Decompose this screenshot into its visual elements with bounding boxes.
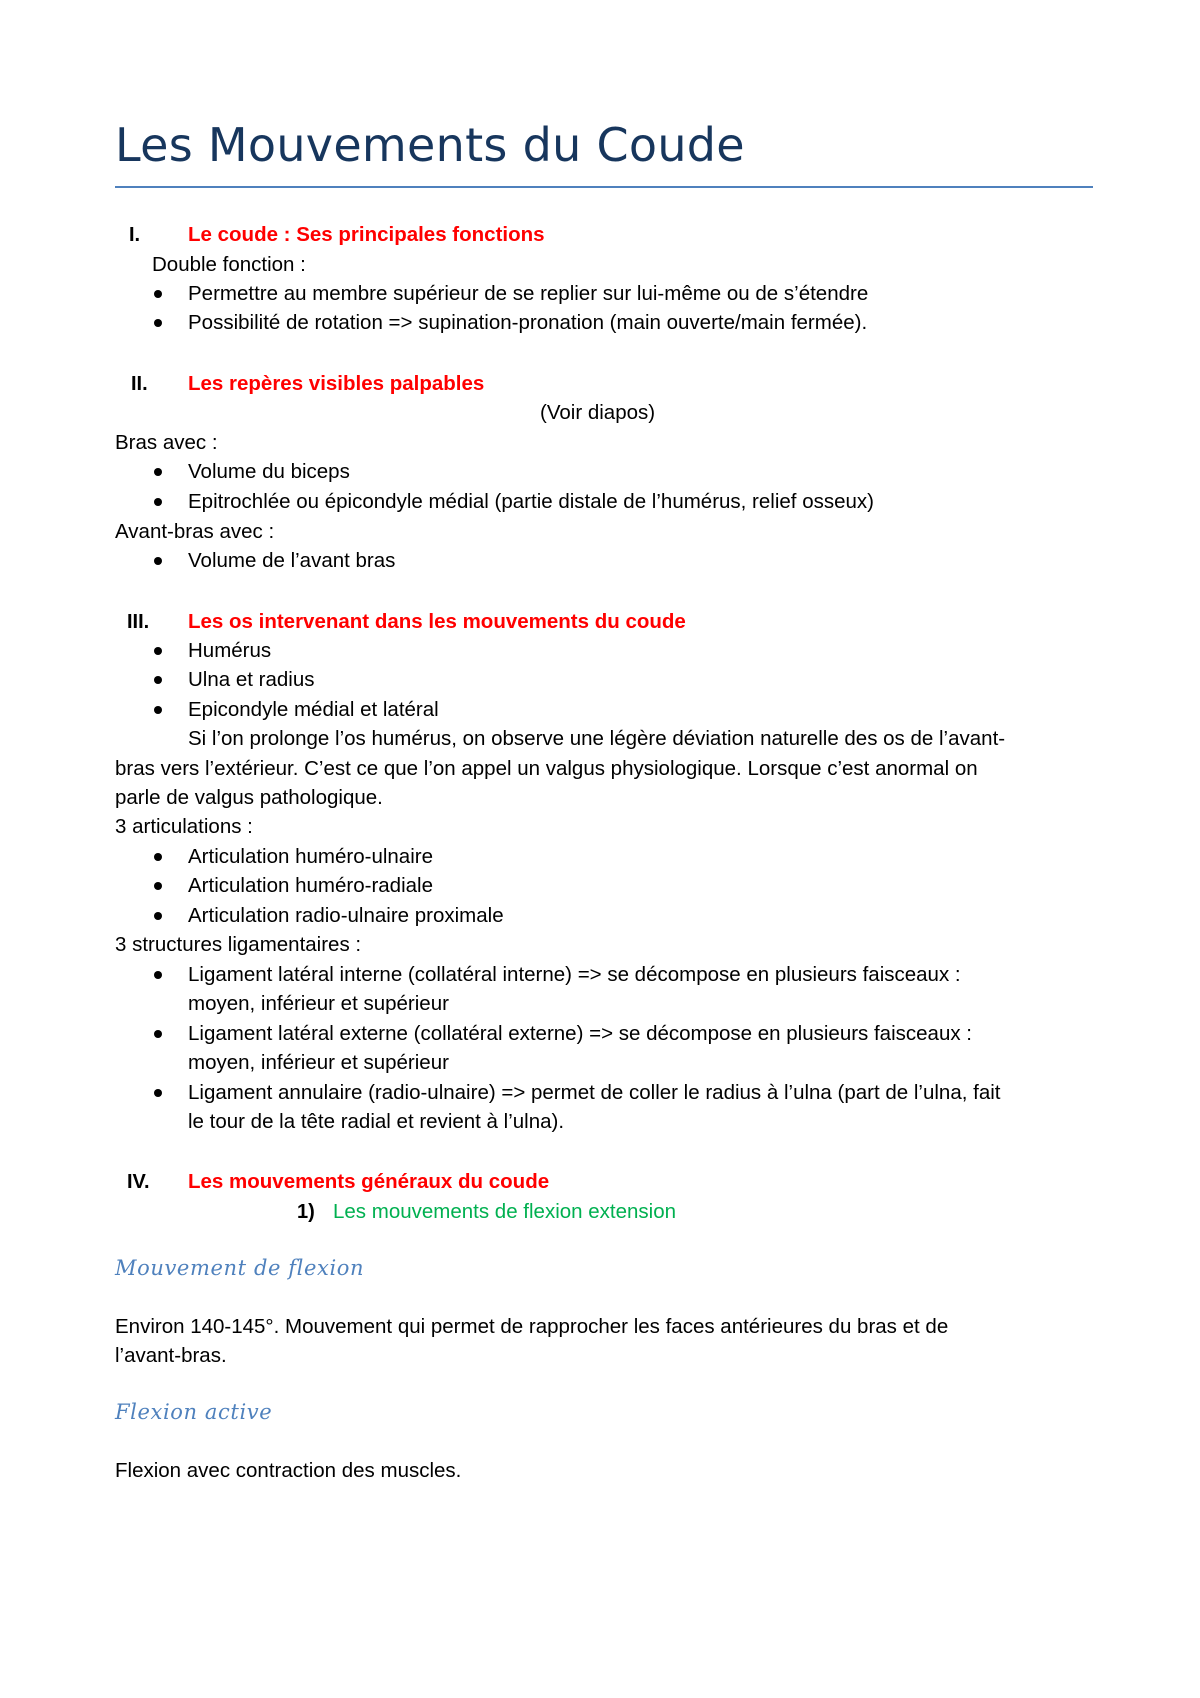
section-heading: Les repères visibles palpables: [188, 372, 485, 395]
intro-text: Double fonction :: [152, 253, 306, 276]
bullet-icon: [154, 1030, 162, 1038]
list-item: Permettre au membre supérieur de se replier sur lui-même ou de s’étendre: [188, 282, 869, 305]
paragraph-line: l’avant-bras.: [115, 1344, 227, 1367]
list-item-continuation: le tour de la tête radial et revient à l’ulna).: [188, 1110, 565, 1133]
bullet-icon: [154, 290, 162, 298]
bullet-icon: [154, 1089, 162, 1097]
section-number: I.: [129, 224, 141, 246]
bullet-icon: [154, 912, 162, 920]
list-item: Ligament annulaire (radio-ulnaire) => permet de coller le radius à l’ulna (part de l’ulna, fait: [188, 1081, 1001, 1104]
list-item: Ulna et radius: [188, 668, 315, 691]
list-item: Humérus: [188, 639, 272, 662]
section-number: III.: [127, 611, 150, 633]
bullet-icon: [154, 971, 162, 979]
label-text: 3 structures ligamentaires :: [115, 933, 362, 956]
subsection-heading: Les mouvements de flexion extension: [333, 1200, 677, 1223]
subsection-number: 1): [297, 1201, 315, 1223]
bullet-icon: [154, 468, 162, 476]
list-item: Epitrochlée ou épicondyle médial (partie distale de l’humérus, relief osseux): [188, 490, 874, 513]
bullet-icon: [154, 647, 162, 655]
section-heading: Les os intervenant dans les mouvements du coude: [188, 610, 686, 633]
bullet-icon: [154, 676, 162, 684]
list-item: Ligament latéral interne (collatéral interne) => se décompose en plusieurs faisceaux :: [188, 963, 961, 986]
paragraph-line: Flexion avec contraction des muscles.: [115, 1459, 462, 1482]
bullet-icon: [154, 319, 162, 327]
bullet-icon: [154, 706, 162, 714]
bullet-icon: [154, 853, 162, 861]
page-title: Les Mouvements du Coude: [115, 118, 745, 172]
list-item: Volume de l’avant bras: [188, 549, 396, 572]
list-item: Articulation huméro-ulnaire: [188, 845, 433, 868]
list-item: Ligament latéral externe (collatéral externe) => se décompose en plusieurs faisceaux :: [188, 1022, 972, 1045]
note-text: (Voir diapos): [540, 401, 656, 424]
paragraph-line: parle de valgus pathologique.: [115, 786, 383, 809]
title-underline: [115, 186, 1093, 188]
section-number: IV.: [127, 1171, 150, 1193]
list-item: Articulation radio-ulnaire proximale: [188, 904, 504, 927]
section-heading: Le coude : Ses principales fonctions: [188, 223, 545, 246]
label-text: Avant-bras avec :: [115, 520, 275, 543]
paragraph-line: Si l’on prolonge l’os humérus, on observe une légère déviation naturelle des os de l’avant-: [188, 727, 1006, 750]
label-text: Bras avec :: [115, 431, 218, 454]
list-item-continuation: moyen, inférieur et supérieur: [188, 1051, 449, 1074]
list-item: Articulation huméro-radiale: [188, 874, 433, 897]
paragraph-line: Environ 140-145°. Mouvement qui permet de rapprocher les faces antérieures du bras et de: [115, 1315, 949, 1338]
bullet-icon: [154, 882, 162, 890]
list-item-continuation: moyen, inférieur et supérieur: [188, 992, 449, 1015]
bullet-icon: [154, 498, 162, 506]
section-heading: Les mouvements généraux du coude: [188, 1170, 550, 1193]
flexion-heading: Mouvement de flexion: [115, 1256, 365, 1280]
bullet-icon: [154, 557, 162, 565]
label-text: 3 articulations :: [115, 815, 253, 838]
list-item: Volume du biceps: [188, 460, 350, 483]
list-item: Possibilité de rotation => supination-pronation (main ouverte/main fermée).: [188, 311, 868, 334]
list-item: Epicondyle médial et latéral: [188, 698, 439, 721]
paragraph-line: bras vers l’extérieur. C’est ce que l’on appel un valgus physiologique. Lorsque c’est anormal on: [115, 757, 978, 780]
section-number: II.: [131, 373, 148, 395]
active-flexion-heading: Flexion active: [115, 1400, 273, 1424]
